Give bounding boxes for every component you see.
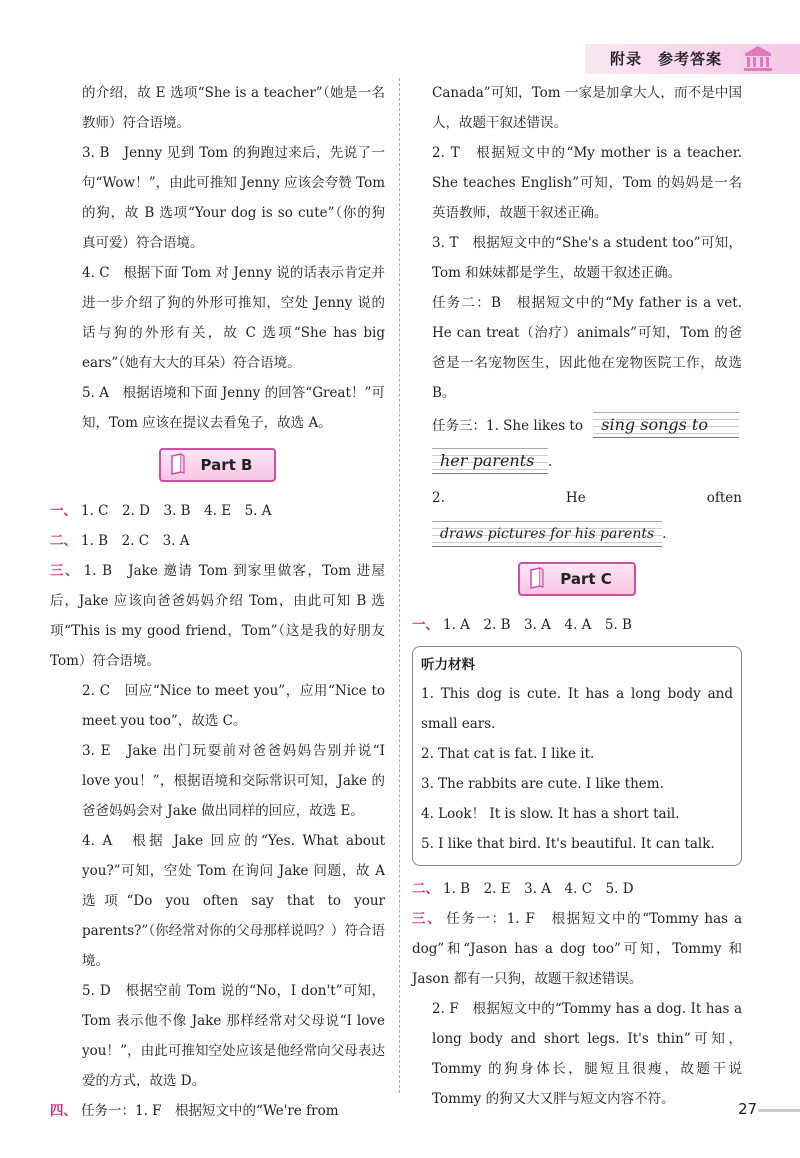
answer-text: 3. B Jenny 见到 Tom 的狗跑过来后，先说了一句“Wow！”，由此可推知 Jenny 应该会夸赞 Tom 的狗，故 B 选项“Your dog is so cute”（你的狗真可爱）符合语境。 [82,145,385,251]
answer-text: 4. A 根据 Jake 回应的“Yes. What about you?”可知，空处 Tom 在询问 Jake 问题，故 A 选项“Do you often say that to your parents?”（你经常对你的父母那样说吗？）符合语境。 [82,833,385,969]
answer-text: 3. T 根据短文中的“She's a student too”可知，Tom 和妹妹都是学生，故题干叙述正确。 [432,235,742,281]
part-b-heading [159,448,277,482]
c-section-2-answers [412,874,742,904]
book-icon [528,567,546,589]
listening-item: 4. Look！ It is slow. It has a short tail. [421,806,680,822]
answer-text: 5. D 根据空前 Tom 说的“No，I don't”可知，Tom 表示他不像 Jake 那样经常对父母说“I love you！”，由此可推知空处应该是他经常向父母表达爱的方式，故选 D。 [82,983,385,1089]
page-number-line [758,1109,800,1112]
answer-text: 3. E Jake 出门玩耍前对爸爸妈妈告别并说“I love you！”，根据语境和交际常识可知，Jake 的爸爸妈妈会对 Jake 做出同样的回应，故选 E。 [82,743,385,819]
part-b-label: Part B [200,456,253,474]
answer-text: 1. A 2. B 3. A 4. A 5. B [443,617,632,633]
period: . [662,526,667,542]
section-number: 三、 [412,911,443,927]
c-section-1-answers [412,610,742,640]
listening-title: 听力材料 [421,657,475,673]
task3-line-2 [412,444,742,480]
handwritten-answer: her parents [432,448,548,474]
answer-text: 2. T 根据短文中的“My mother is a teacher. She teaches English”可知，Tom 的妈妈是一名英语教师，故题干叙述正确。 [432,145,742,221]
part-c-heading-wrap [412,562,742,596]
section-number: 一、 [50,503,77,519]
answer-text: 任务一：1. F 根据短文中的“We're from [81,1103,339,1119]
listening-item: 2. That cat is fat. I like it. [421,746,595,762]
listening-material-box [412,646,742,866]
answer-text: 1. C 2. D 3. B 4. E 5. A [81,503,272,519]
task3-line-3 [412,480,742,552]
answer-text: 4. C 根据下面 Tom 对 Jenny 说的话表示肯定并进一步介绍了狗的外形可推知，空处 Jenny 说的话与狗的外形有关，故 C 选项“She has big ears”（她有大大的耳朵）符合语境。 [82,265,385,371]
period: . [548,454,553,470]
section-1-answers [50,496,385,526]
answer-text: 1. B 2. C 3. A [81,533,190,549]
answer-text: 2. He often [432,490,742,506]
part-c-label: Part C [560,570,612,588]
answer-text: 2. C 回应“Nice to meet you”，应用“Nice to meet you too”，故选 C。 [82,683,385,729]
listening-item: 3. The rabbits are cute. I like them. [421,776,664,792]
page-number: 27 [738,1100,758,1118]
part-c-heading [518,562,636,596]
answer-text: 的介绍，故 E 选项“She is a teacher”（她是一名教师）符合语境。 [82,85,385,131]
answer-text: 1. B Jake 邀请 Tom 到家里做客，Tom 进屋后，Jake 应该向爸爸妈妈介绍 Tom，由此可知 B 选项“This is my good friend，Tom”（这是我的好朋友 Tom）符合语境。 [50,563,385,669]
handwritten-answer: sing songs to [593,412,739,438]
part-b-heading-wrap [50,448,385,482]
answer-text: 2. F 根据短文中的“Tommy has a dog. It has a long body and short legs. It's thin”可知，Tommy 的狗身体长，腿短且很瘦，故题干说 Tommy 的狗又大又胖与短文内容不符。 [432,1001,742,1107]
book-icon [169,453,187,475]
right-column [412,78,742,1114]
library-building-icon [740,44,776,72]
section-number: 一、 [412,617,439,633]
task3-line-1 [412,408,742,444]
c-section-3-answer-1 [412,904,742,994]
section-number: 四、 [50,1103,77,1119]
answer-text: 5. A 根据语境和下面 Jenny 的回答“Great！”可知，Tom 应该在提议去看兔子，故选 A。 [82,385,385,431]
section-2-answers [50,526,385,556]
answer-text: 任务二：B 根据短文中的“My father is a vet. He can treat（治疗）animals”可知，Tom 的爸爸是一名宠物医生，因此他在宠物医院工作，故选 B。 [432,295,742,401]
section-number: 三、 [50,563,80,579]
handwritten-answer: draws pictures for his parents [432,521,662,547]
listening-item: 1. This dog is cute. It has a long body and small ears. [421,686,733,732]
section-4-answer [50,1096,385,1126]
header-label: 附录 参考答案 [610,50,723,68]
answer-text: Canada”可知，Tom 一家是加拿大人，而不是中国人，故题干叙述错误。 [432,85,742,131]
section-number: 二、 [412,881,439,897]
listening-item: 5. I like that bird. It's beautiful. It can talk. [421,836,715,852]
section-3-answer-1 [50,556,385,676]
left-column [50,78,385,1126]
answer-text: 任务三：1. She likes to [432,418,583,434]
section-number: 二、 [50,533,77,549]
answer-text: 1. B 2. E 3. A 4. C 5. D [443,881,634,897]
answer-text: 任务一：1. F 根据短文中的“Tommy has a dog”和“Jason has a dog too”可知，Tommy 和 Jason 都有一只狗，故题干叙述错误。 [412,911,742,987]
column-divider [399,78,400,1093]
